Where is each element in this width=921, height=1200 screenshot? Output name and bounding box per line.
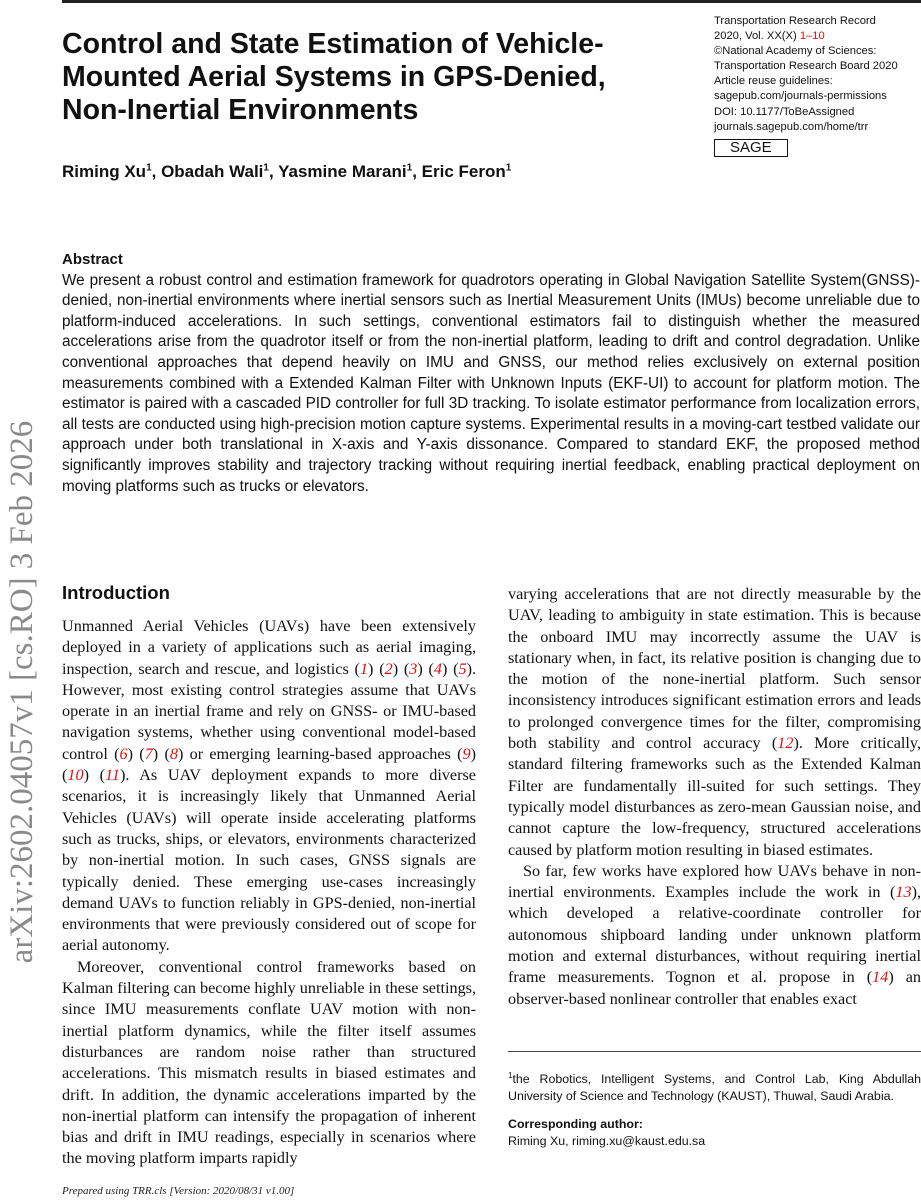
page-range-link[interactable]: 1–10 <box>799 30 825 43</box>
paragraph-text: ), which developed a relative-coordinate controller for autonomous shipboard landing under unknown platform motion and external disturbances, without requiring inertial frame measurements. Tognon et al. propose in ( <box>508 883 921 987</box>
author-separator: , <box>151 162 162 181</box>
body-paragraph <box>62 616 476 957</box>
paragraph-text: ) ( <box>152 744 170 763</box>
top-rule <box>62 0 921 3</box>
author-affiliation-mark: 1 <box>263 162 269 174</box>
author-list <box>62 162 511 182</box>
affiliation-note <box>508 1067 921 1105</box>
body-paragraph <box>508 861 921 1010</box>
corresponding-label: Corresponding author: <box>508 1117 643 1132</box>
citation-link[interactable]: 10 <box>67 766 84 785</box>
copyright-board: Transportation Research Board 2020 <box>714 60 898 73</box>
paragraph-text: varying accelerations that are not directly measurable by the UAV, leading to ambiguity in state estimation. This is because the onboard IMU may incorrectly assume the UAV is stationary when, in fact, its relative position is changing due to the motion of the none-inertial platform. Such sensor inconsistency introduces significant estimation errors and leads to prolonged convergence times for the filter, compromising both stability and control accuracy ( <box>508 585 921 753</box>
right-column <box>508 584 921 1010</box>
journal-volume <box>714 29 898 44</box>
paragraph-text: ) ( <box>62 744 476 785</box>
citation-link[interactable]: 8 <box>169 744 178 763</box>
abstract-heading: Abstract <box>62 251 123 268</box>
introduction-heading: Introduction <box>62 582 170 603</box>
paper-title: Control and State Estimation of Vehicle-Mounted Aerial Systems in GPS-Denied, Non-Inertial Environments <box>62 28 606 126</box>
sage-logo: SAGE <box>714 139 788 157</box>
abstract-text: We present a robust control and estimation framework for quadrotors operating in Global Navigation Satellite System(GNSS)-denied, non-inertial environments where inertial sensors such as Inertial Measurement Units (IMUs) become unreliable due to platform-induced accelerations. In such settings, conventional estimators fail to distinguish whether the measured accelerations arise from the quadrotor itself or from the non-inertial platform, leading to drift and control degradation. Unlike conventional approaches that depend heavily on IMU and GNSS, our method relies exclusively on external position measurements combined with a Extended Kalman Filter with Unknown Inputs (EKF-UI) to account for platform motion. The estimator is paired with a cascaded PID controller for full 3D tracking. To isolate estimator performance from localization errors, all tests are conducted using high-precision motion capture systems. Experimental results in a moving-cart testbed validate our approach under both translational in X-axis and Y-axis dissonance. Compared to standard EKF, the proposed method significantly improves stability and trajectory tracking without requiring inertial feedback, enabling practical deployment on moving platforms such as trucks or elevators. <box>62 271 920 495</box>
author-separator: , <box>412 162 422 181</box>
paragraph-text: Moreover, conventional control frameworks based on Kalman filtering can become highly unreliable in these settings, since IMU measurements conflate UAV motion with non-inertial platform dynamics, while the filter itself assumes disturbances are random noise rather than structured accelerations. This mismatch results in biased estimates and drift. In addition, the dynamic accelerations imparted by the non-inertial platform can intensify the propagation of inherent bias and drift in IMU readings, especially in scenarios where the moving platform imparts rapidly <box>62 957 477 1168</box>
journal-name: Transportation Research Record <box>714 15 876 27</box>
paragraph-text: ). As UAV deployment expands to more diverse scenarios, it is increasingly likely that Unmanned Aerial Vehicles (UAVs) will operate inside accelerating platforms such as trucks, ships, or elevators, environments characterized by non-inertial motion. In such cases, GNSS signals are typically denied. These emerging use-cases increasingly demand UAVs to function reliably in GPS-denied, non-inertial environments that were previously considered out of scope for aerial autonomy. <box>62 766 476 955</box>
corresponding-text: Riming Xu, riming.xu@kaust.edu.sa <box>508 1134 706 1149</box>
doi: DOI: 10.1177/ToBeAssigned <box>714 105 855 118</box>
citation-link[interactable]: 13 <box>895 883 912 902</box>
author-name: Eric Feron <box>421 162 506 181</box>
citation-link[interactable]: 2 <box>384 659 393 678</box>
affiliation-mark: 1 <box>508 1071 513 1080</box>
author-name: Riming Xu <box>62 162 147 181</box>
paragraph-text: ) ( <box>441 659 459 678</box>
citation-link[interactable]: 3 <box>409 659 418 678</box>
paragraph-text: ) ( <box>417 659 434 678</box>
copyright: ©National Academy of Sciences: <box>714 45 877 58</box>
citation-link[interactable]: 12 <box>777 734 794 753</box>
journal-info <box>714 14 898 157</box>
paragraph-text: ) ( <box>83 766 106 785</box>
paragraph-text: So far, few works have explored how UAVs behave in non-inertial environments. Examples include the work in ( <box>508 861 921 902</box>
author-name: Yasmine Marani <box>278 162 407 181</box>
paragraph-text: ) ( <box>392 659 410 678</box>
arxiv-stamp: arXiv:2602.04057v1 [cs.RO] 3 Feb 2026 <box>4 420 40 964</box>
paragraph-text: ). However, most existing control strategies assume that UAVs operate in an inertial frame and rely on GNSS- or IMU-based navigation systems, whether using conventional model-based control ( <box>62 659 477 763</box>
author-affiliation-mark: 1 <box>406 162 413 174</box>
citation-link[interactable]: 7 <box>144 744 153 763</box>
body-paragraph <box>62 957 476 1170</box>
body-paragraph <box>508 584 921 861</box>
author-affiliation-mark: 1 <box>146 162 152 174</box>
author-affiliation-mark: 1 <box>505 162 512 174</box>
citation-link[interactable]: 5 <box>458 659 467 678</box>
footnotes <box>508 1067 921 1150</box>
author-separator: , <box>268 162 279 181</box>
paragraph-text: ) ( <box>368 659 385 678</box>
affiliation-text: the Robotics, Intelligent Systems, and Control Lab, King Abdullah University of Science and Technology (KAUST), Thuwal, Saudi Arabia. <box>508 1072 921 1104</box>
footnote-rule <box>508 1051 921 1052</box>
citation-link[interactable]: 9 <box>462 744 471 763</box>
citation-link[interactable]: 1 <box>359 659 369 678</box>
paragraph-text: ) an observer-based nonlinear controller that enables exact <box>508 968 921 1008</box>
citation-link[interactable]: 14 <box>872 968 889 987</box>
citation-link[interactable]: 4 <box>433 659 442 678</box>
reuse-link[interactable]: sagepub.com/journals-permissions <box>714 90 887 103</box>
reuse-label: Article reuse guidelines: <box>714 75 833 88</box>
paragraph-text: ) ( <box>127 744 145 763</box>
citation-link[interactable]: 11 <box>105 766 121 785</box>
author-name: Obadah Wali <box>161 162 264 181</box>
paragraph-text: ). More critically, standard filtering frameworks such as the Extended Kalman Filter are fundamentally ill-suited for such settings. They typically model disturbances as zero-mean Gaussian noise, and cannot capture the low-frequency, structured accelerations caused by platform motion resulting in biased estimates. <box>508 734 921 859</box>
abstract <box>62 250 920 497</box>
citation-link[interactable]: 6 <box>119 744 128 763</box>
paragraph-text: ) or emerging learning-based approaches ( <box>177 744 463 763</box>
left-column <box>62 616 476 1170</box>
volume-text: 2020, Vol. XX(X) <box>714 30 800 43</box>
page-footer: Prepared using TRR.cls [Version: 2020/08/31 v1.00] <box>62 1185 295 1197</box>
paragraph-text: Unmanned Aerial Vehicles (UAVs) have been extensively deployed in a variety of applications such as aerial imaging, inspection, search and rescue, and logistics ( <box>62 617 476 678</box>
journal-url[interactable]: journals.sagepub.com/home/trr <box>714 120 869 133</box>
